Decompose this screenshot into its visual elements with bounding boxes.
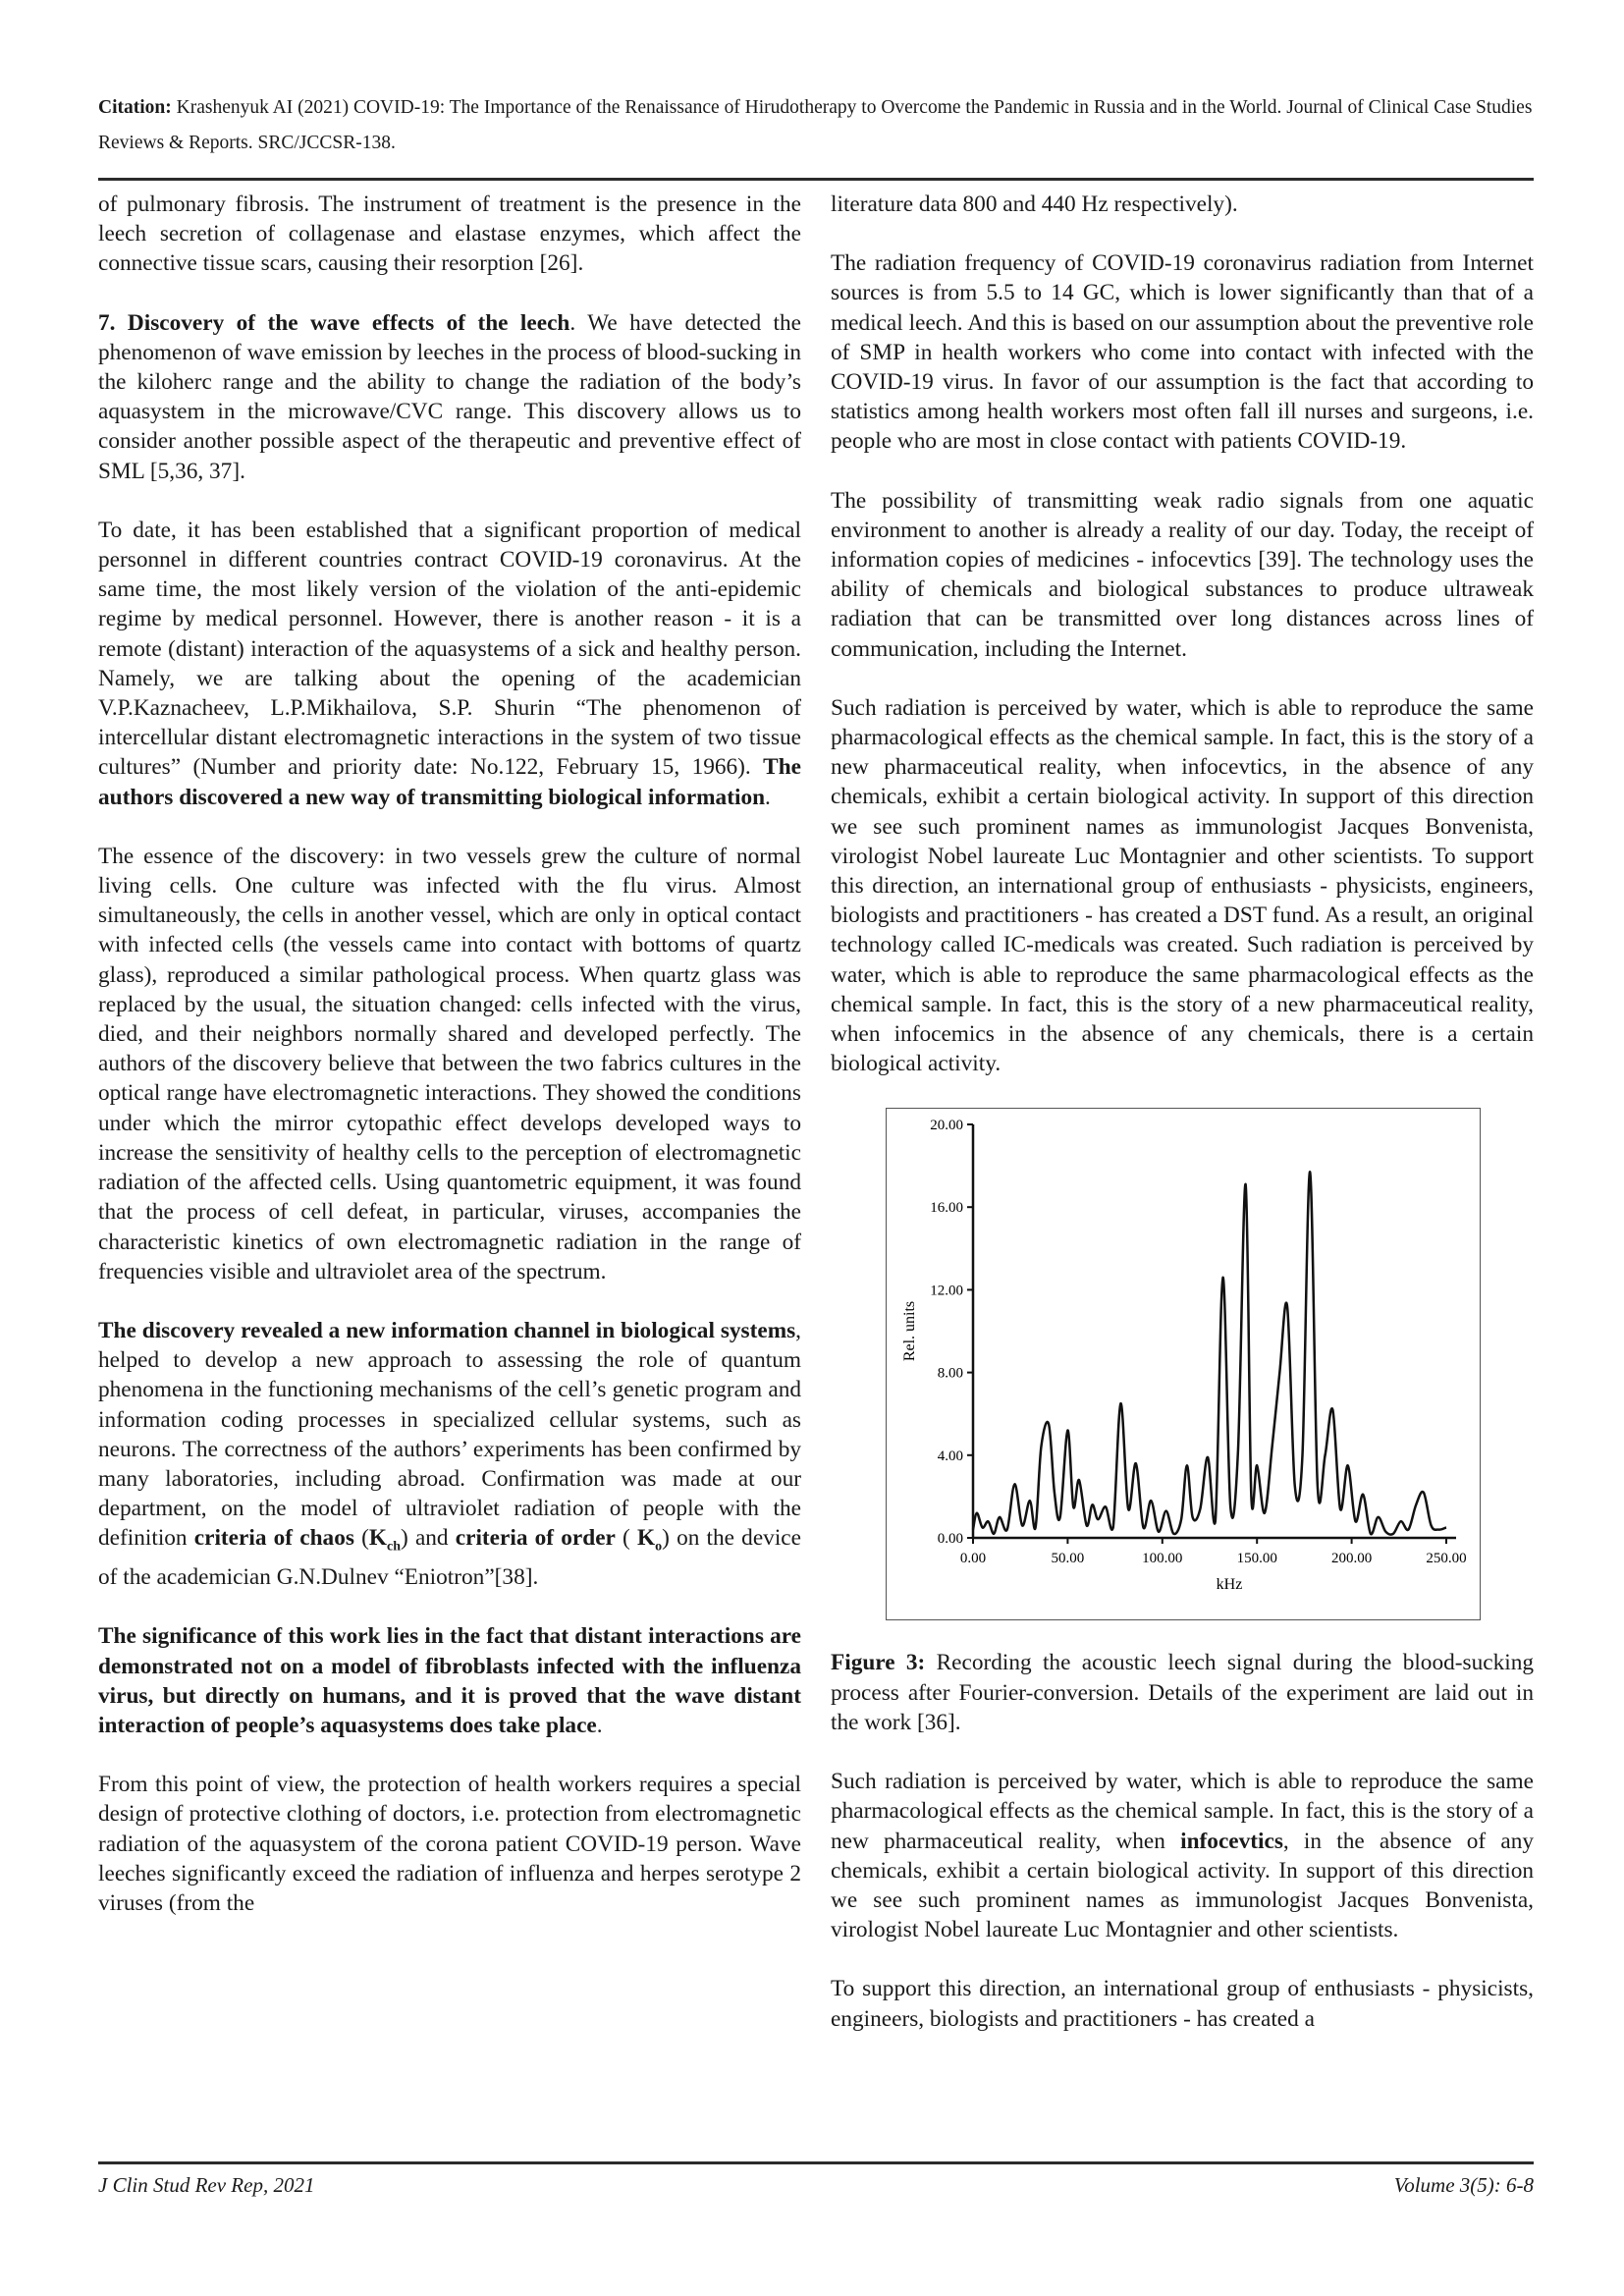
symbol-subscript: o <box>655 1539 663 1555</box>
paragraph-text: ) on the device of the academician G.N.Dulnev “Eniotron”[38]. <box>98 1525 801 1591</box>
paragraph-text: . We have detected the phenomenon of wave emission by leeches in the process of blood-sucking in the kiloherc range and the ability to change the radiation of the body’s aquasystem in the microwave/CVC range. This discovery allows us to consider another possible aspect of the therapeutic and preventive effect of SML [5,36, 37]. <box>98 309 801 484</box>
symbol-subscript: ch <box>387 1539 401 1555</box>
paragraph: To support this direction, an international group of enthusiasts - physicists, engineers, biologists and practitioners - has created a <box>831 1976 1534 2032</box>
paragraph-text: Such radiation is perceived by water, which is able to reproduce the same pharmacological effects as the chemical sample. In fact, this is the story of a new pharmaceutical reality, when <box>831 1769 1534 1854</box>
right-column <box>831 190 1534 2034</box>
header-divider <box>98 178 1534 181</box>
y-tick-label: 0.00 <box>937 1531 963 1548</box>
paragraph-text: To date, it has been established that a significant proportion of medical personnel in different countries contract COVID-19 coronavirus. At the same time, the most likely version of the violation of the anti-epidemic regime by medical personnel. However, there is another reason - it is a remote (distant) interaction of the aquasystems of a sick and healthy person. Namely, we are talking about the opening of the academician V.P.Kaznacheev, L.P.Mikhailova, S.P. Shurin “The phenomenon of intercellular distant electromagnetic interactions in the system of two tissue cultures” (Number and priority date: No.122, February 15, 1966). <box>98 517 801 781</box>
citation-text: Krashenyuk AI (2021) COVID-19: The Importance of the Renaissance of Hirudotherapy to Overcome the Pandemic in Russia and in the World. Journal of Clinical Case Studies Reviews & Reports. SRC/JCCSR-138. <box>98 97 1533 153</box>
paragraph-text: . <box>596 1713 603 1738</box>
paragraph <box>98 1621 801 1740</box>
paragraph-text: . <box>765 784 771 810</box>
paragraph-text: ( <box>615 1525 637 1552</box>
paragraph: literature data 800 and 440 Hz respectively). <box>831 191 1238 217</box>
y-tick-label: 16.00 <box>930 1200 963 1217</box>
bold-text: The significance of this work lies in the fact that distant interactions are demonstrated not on a model of fibroblasts infected with the influenza virus, but directly on humans, and it is proved that the wave distant interaction of people’s aquasystems does take place <box>98 1623 801 1738</box>
x-tick-label: 150.00 <box>1236 1551 1277 1567</box>
bold-text: The authors discovered a new way of transmitting biological information <box>98 754 801 810</box>
x-axis-label: kHz <box>1216 1576 1243 1594</box>
symbol-k: K <box>368 1525 387 1552</box>
paragraph-text: , helped to develop a new approach to assessing the role of quantum phenomena in the functioning mechanisms of the cell’s genetic program and information coding processes in specialized cellular systems, such as neurons. The correctness of the authors’ experiments has been confirmed by many laboratories, including abroad. Confirmation was made at our department, on the model of ultraviolet radiation of people with the definition <box>98 1317 801 1552</box>
bold-text: criteria of chaos <box>193 1525 354 1552</box>
paragraph: The essence of the discovery: in two vessels grew the culture of normal living cells. One culture was infected with the flu virus. Almost simultaneously, the cells in another vessel, which are only in optical contact with infected cells (the vessels came into contact with bottoms of quartz glass), reproduced a similar pathological process. When quartz glass was replaced by the usual, the situation changed: cells infected with the virus, died, and their neighbors normally shared and developed perfectly. The authors of the discovery believe that between the two fabrics cultures in the optical range have electromagnetic interactions. They showed the conditions under which the mirror cytopathic effect develops developed ways to increase the sensitivity of healthy cells to the perception of electromagnetic radiation of the affected cells. Using quantometric equipment, it was found that the process of cell defeat, in particular, viruses, accompanies the characteristic kinetics of own electromagnetic radiation in the range of frequencies visible and ultraviolet area of the spectrum. <box>98 843 801 1285</box>
paragraph <box>98 308 801 486</box>
spectrum-chart <box>887 1109 1480 1619</box>
journal-footer: J Clin Stud Rev Rep, 2021 <box>98 2173 315 2197</box>
bold-text: criteria of order <box>455 1525 616 1552</box>
paragraph <box>98 1316 801 1592</box>
x-tick-label: 0.00 <box>959 1551 987 1567</box>
y-tick-label: 20.00 <box>930 1118 963 1134</box>
y-tick-label: 12.00 <box>930 1283 963 1299</box>
x-tick-label: 200.00 <box>1330 1551 1373 1567</box>
bold-text: infocevtics <box>1180 1828 1283 1854</box>
paragraph: of pulmonary fibrosis. The instrument of treatment is the presence in the leech secretion of collagenase and elastase enzymes, which affect the connective tissue scars, causing their resorption [26]. <box>98 191 801 277</box>
paragraph <box>831 1767 1534 1944</box>
symbol-k: K <box>637 1525 656 1552</box>
x-tick-label: 250.00 <box>1426 1551 1467 1567</box>
spectrum-series-line <box>973 1173 1446 1535</box>
x-tick-label: 50.00 <box>1051 1551 1085 1567</box>
paragraph: The radiation frequency of COVID-19 coronavirus radiation from Internet sources is from 5.5 to 14 GC, which is lower significantly than that of a medical leech. And this is based on our assumption about the preventive role of SMP in health workers who come into contact with infected with the COVID-19 virus. In favor of our assumption is the fact that according to statistics among health workers most often fall ill nurses and surgeons, i.e. people who are most in close contact with patients COVID-19. <box>831 250 1534 455</box>
figure-caption <box>831 1648 1534 1737</box>
paragraph: From this point of view, the protection of health workers requires a special design of protective clothing of doctors, i.e. protection from electromagnetic radiation of the aquasystem of the corona patient COVID-19 person. Wave leeches significantly exceed the radiation of influenza and herpes serotype 2 viruses (from the <box>98 1772 801 1917</box>
footer-divider <box>98 2161 1534 2164</box>
y-tick-label: 4.00 <box>937 1449 963 1465</box>
figure-3-chart <box>886 1108 1481 1620</box>
caption-label: Figure 3: <box>831 1650 926 1676</box>
paragraph-text: ( <box>353 1525 369 1552</box>
y-tick-label: 8.00 <box>937 1366 963 1383</box>
citation-label: Citation: <box>98 97 172 118</box>
paragraph-text: ) and <box>401 1525 456 1552</box>
citation-header <box>98 90 1534 161</box>
left-column <box>98 190 801 1918</box>
x-tick-label: 100.00 <box>1142 1551 1183 1567</box>
paragraph <box>98 516 801 812</box>
caption-text: Recording the acoustic leech signal during the blood-sucking process after Fourier-conversion. Details of the experiment are laid out in the work [36]. <box>831 1650 1534 1735</box>
y-axis-label: Rel. units <box>901 1301 918 1362</box>
paragraph: Such radiation is perceived by water, which is able to reproduce the same pharmacological effects as the chemical sample. In fact, this is the story of a new pharmaceutical reality, when infocevtics, in the absence of any chemicals, exhibit a certain biological activity. In support of this direction we see such prominent names as immunologist Jacques Bonvenista, virologist Nobel laureate Luc Montagnier and other scientists. To support this direction, an international group of enthusiasts - physicists, engineers, biologists and practitioners - has created a DST fund. As a result, an original technology called IC-medicals was created. Such radiation is perceived by water, which is able to reproduce the same pharmacological effects as the chemical sample. In fact, this is the story of a new pharmaceutical reality, when infocemics in the absence of any chemicals, there is a certain biological activity. <box>831 694 1534 1077</box>
volume-footer: Volume 3(5): 6-8 <box>1393 2173 1534 2197</box>
paragraph: The possibility of transmitting weak radio signals from one aquatic environment to another is already a reality of our day. Today, the receipt of information copies of medicines - infocevtics [39]. The technology uses the ability of chemicals and biological substances to produce ultraweak radiation that can be transmitted over long distances across lines of communication, including the Internet. <box>831 487 1534 662</box>
section-heading: 7. Discovery of the wave effects of the leech <box>98 309 570 336</box>
paragraph-text: , in the absence of any chemicals, exhibit a certain biological activity. In support of this direction we see such prominent names as immunologist Jacques Bonvenista, virologist Nobel laureate Luc Montagnier and other scientists. <box>831 1828 1535 1943</box>
bold-text: The discovery revealed a new information channel in biological systems <box>98 1317 796 1343</box>
